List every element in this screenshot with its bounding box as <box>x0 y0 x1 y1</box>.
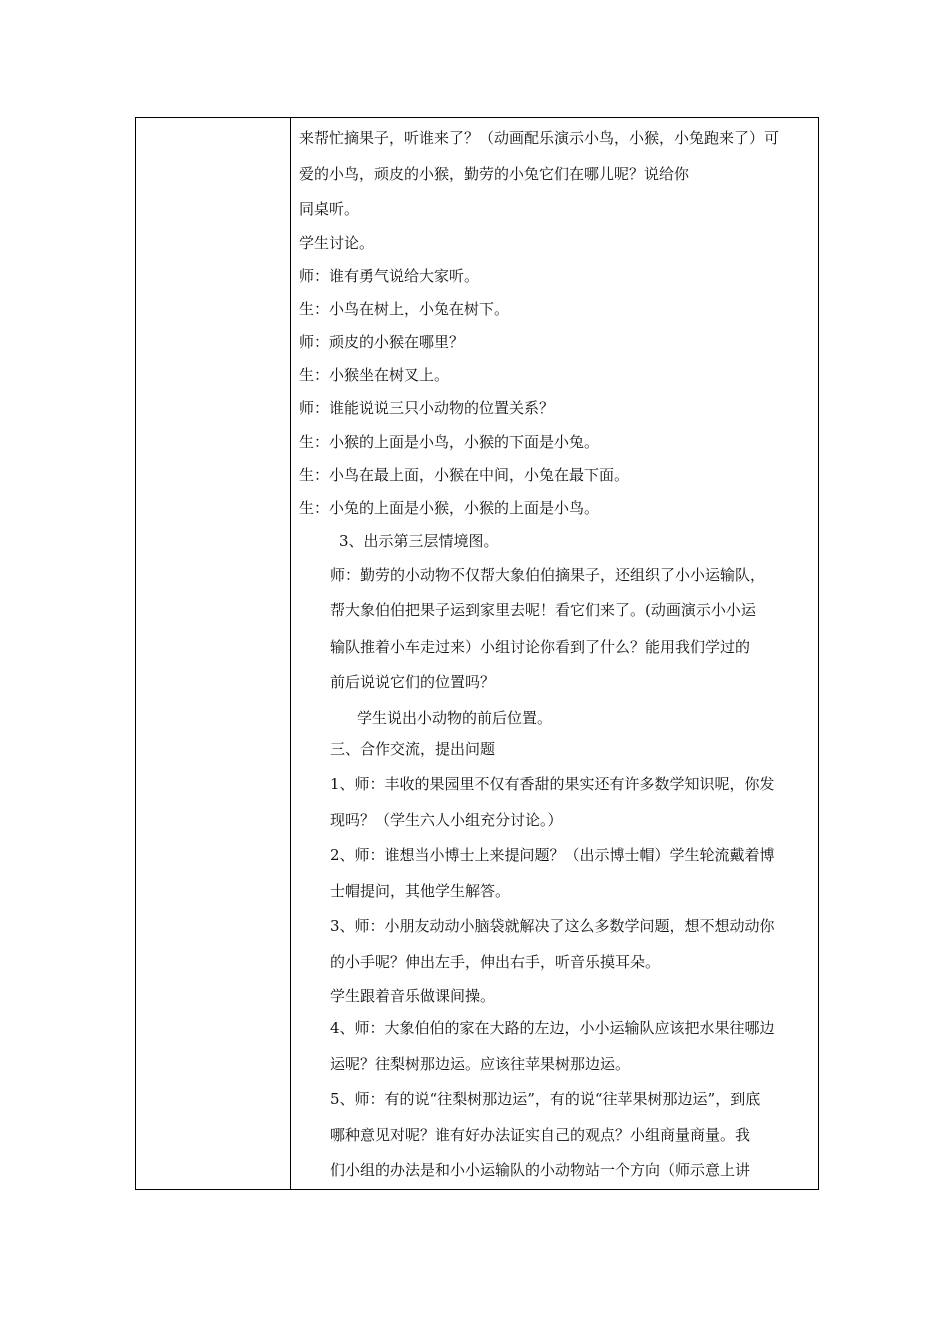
text-line: 师：谁能说说三只小动物的位置关系？ <box>299 399 555 417</box>
text-line: 学生说出小动物的前后位置。 <box>357 709 553 727</box>
text-line: 哪种意见对呢？谁有好办法证实自己的观点？小组商量商量。我 <box>330 1126 751 1144</box>
text-line: 2、师：谁想当小博士上来提问题？（出示博士帽）学生轮流戴着博 <box>330 846 775 864</box>
text-line: 来帮忙摘果子，听谁来了？（动画配乐演示小鸟，小猴，小兔跑来了）可 <box>299 129 780 147</box>
text-line: 师：谁有勇气说给大家听。 <box>299 267 480 285</box>
text-line: 1、师：丰收的果园里不仅有香甜的果实还有许多数学知识呢，你发 <box>330 775 775 793</box>
text-line: 生：小鸟在最上面，小猴在中间，小兔在最下面。 <box>299 466 630 484</box>
text-line: 4、师：大象伯伯的家在大路的左边，小小运输队应该把水果往哪边 <box>330 1019 775 1037</box>
text-line: 同桌听。 <box>299 200 360 218</box>
text-line: 们小组的办法是和小小运输队的小动物站一个方向（师示意上讲 <box>330 1161 751 1179</box>
text-line: 3、师：小朋友动动小脑袋就解决了这么多数学问题，想不想动动你 <box>330 917 775 935</box>
text-line: 的小手呢？伸出左手，伸出右手，听音乐摸耳朵。 <box>330 953 661 971</box>
text-line: 3、出示第三层情境图。 <box>339 532 499 550</box>
text-line: 师：勤劳的小动物不仅帮大象伯伯摘果子，还组织了小小运输队， <box>330 566 766 584</box>
text-line: 前后说说它们的位置吗？ <box>330 673 496 691</box>
text-line: 5、师：有的说“往梨树那边运”，有的说“往苹果树那边运”，到底 <box>330 1090 761 1108</box>
text-line: 生：小猴的上面是小鸟，小猴的下面是小兔。 <box>299 433 600 451</box>
text-line: 学生讨论。 <box>299 234 375 252</box>
text-line: 士帽提问，其他学生解答。 <box>330 882 511 900</box>
text-line: 生：小猴坐在树叉上。 <box>299 366 450 384</box>
text-line: 师：顽皮的小猴在哪里？ <box>299 333 465 351</box>
text-line: 帮大象伯伯把果子运到家里去呢！看它们来了。(动画演示小小运 <box>330 601 756 619</box>
text-line: 爱的小鸟，顽皮的小猴，勤劳的小兔它们在哪儿呢？说给你 <box>299 165 690 183</box>
text-line: 生：小鸟在树上，小兔在树下。 <box>299 300 510 318</box>
text-line: 三、合作交流，提出问题 <box>330 740 496 758</box>
text-line: 运呢？往梨树那边运。应该往苹果树那边运。 <box>330 1055 631 1073</box>
text-line: 输队推着小车走过来）小组讨论你看到了什么？能用我们学过的 <box>330 638 751 656</box>
text-line: 学生跟着音乐做课间操。 <box>330 987 496 1005</box>
text-line: 生：小兔的上面是小猴，小猴的上面是小鸟。 <box>299 499 600 517</box>
table-column-divider <box>290 117 291 1190</box>
text-line: 现吗？（学生六人小组充分讨论。） <box>330 811 563 829</box>
